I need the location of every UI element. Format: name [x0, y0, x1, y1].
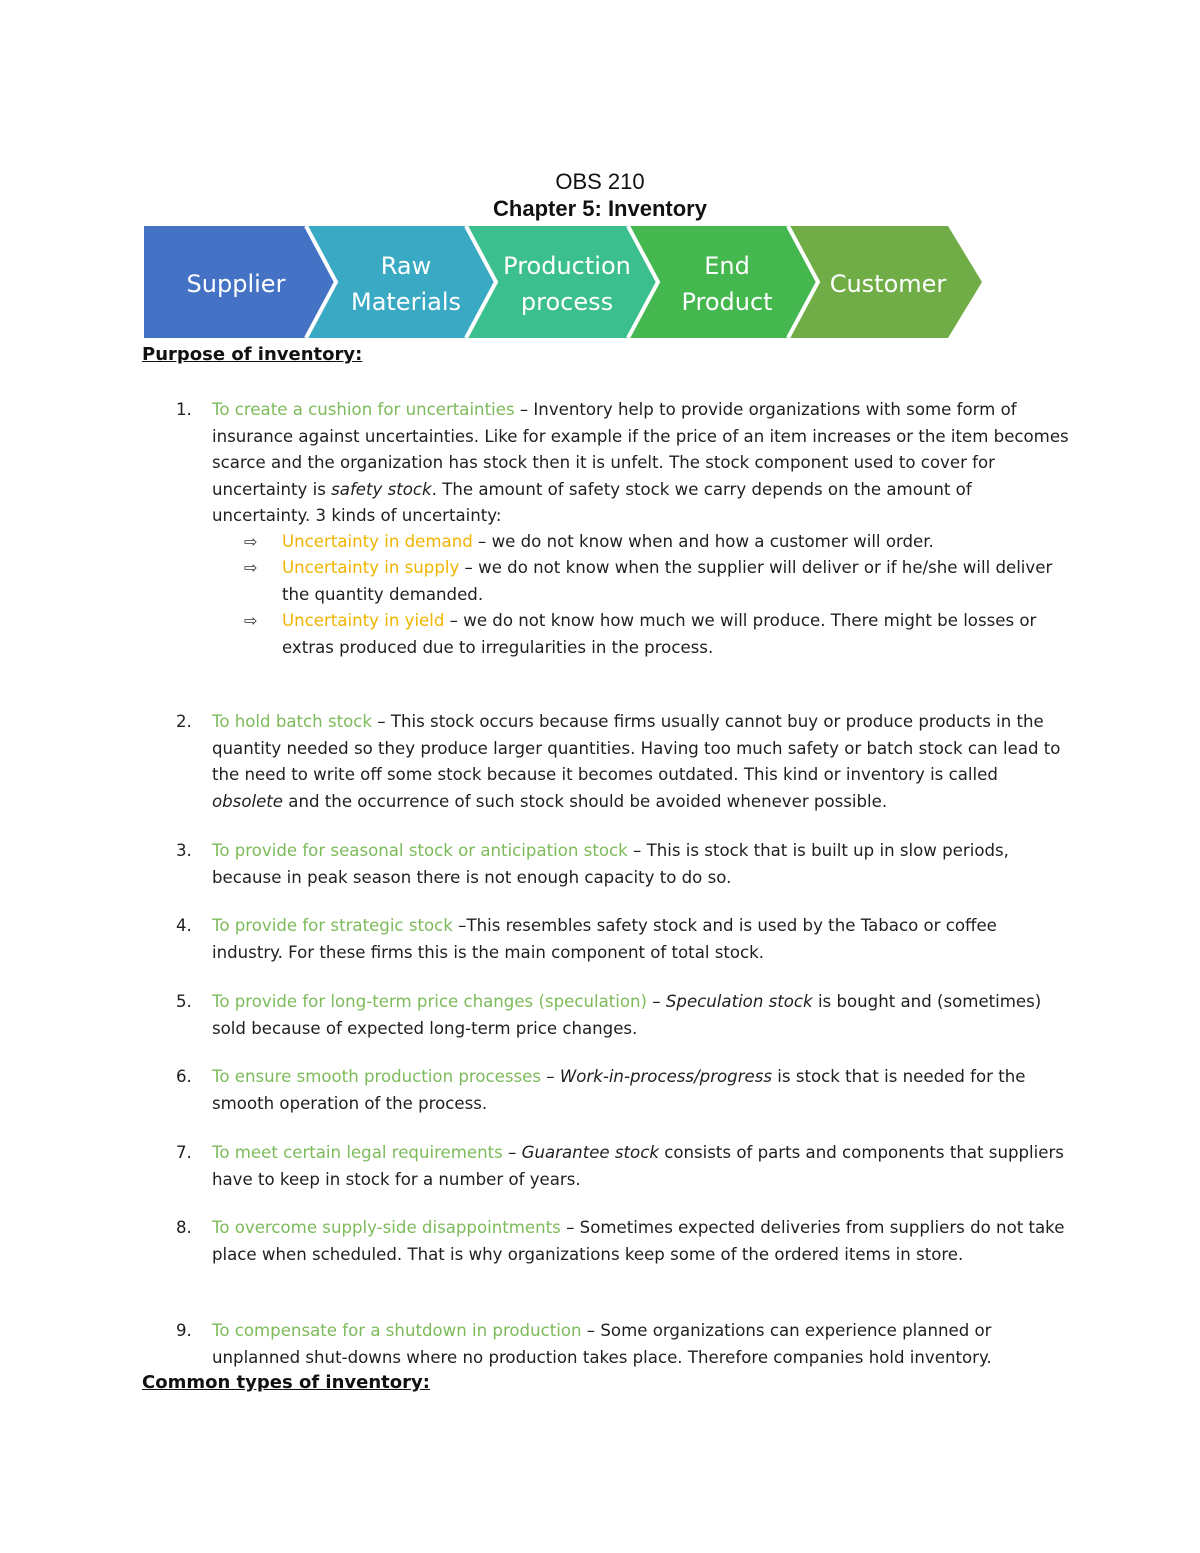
item-title: To create a cushion for uncertainties — [212, 400, 515, 419]
purpose-item — [176, 1318, 1072, 1371]
uncertainty-item — [244, 608, 1072, 661]
item-title: To provide for long-term price changes (speculation) — [212, 992, 648, 1011]
uncertainty-title: Uncertainty in yield — [282, 611, 445, 630]
item-number: 4. — [176, 916, 192, 935]
common-types-heading: Common types of inventory: — [142, 1372, 430, 1393]
course-code: OBS 210 — [555, 169, 645, 194]
uncertainty-title: Uncertainty in supply — [282, 558, 460, 577]
item-text: Sometimes expected deliveries from suppliers do not take place when scheduled. That is why organizations keep some of the ordered items in store. — [212, 1218, 1065, 1264]
purpose-heading: Purpose of inventory: — [142, 344, 363, 365]
purpose-item — [176, 709, 1072, 815]
purpose-item — [176, 1215, 1072, 1268]
item-title: To meet certain legal requirements — [212, 1143, 503, 1162]
flow-label-customer: Customer — [829, 270, 947, 298]
flow-label-materials: Materials — [350, 288, 462, 316]
purpose-item — [176, 989, 1072, 1042]
uncertainty-text: – we do not know how much we will produce. There might be losses or extras produced due to irregularities in the process. — [282, 611, 1037, 657]
flow-label-end: End — [704, 252, 750, 280]
item-number: 8. — [176, 1218, 192, 1237]
purpose-item — [176, 1140, 1072, 1193]
item-text-continued: consists of parts and components that suppliers have to keep in stock for a number of years. — [212, 1143, 1064, 1189]
purpose-item — [176, 838, 1072, 891]
purpose-item — [176, 397, 1072, 530]
item-text: Some organizations can experience planned or unplanned shut-downs where no production takes place. Therefore companies hold inventory. — [212, 1321, 992, 1367]
arrow-right-icon: ⇨ — [244, 558, 258, 577]
flow-label-supplier: Supplier — [186, 270, 286, 298]
item-emphasis: Guarantee stock — [521, 1143, 659, 1162]
item-text-continued: and the occurrence of such stock should be avoided whenever possible. — [283, 791, 888, 811]
item-title: To compensate for a shutdown in production — [212, 1321, 582, 1340]
supply-chain-flow — [144, 226, 989, 342]
purpose-item — [176, 913, 1072, 966]
item-number: 6. — [176, 1067, 192, 1086]
item-title: To provide for strategic stock — [212, 916, 453, 935]
item-text-continued: . The amount of safety stock we carry depends on the amount of uncertainty. 3 kinds of uncertainty: — [212, 479, 972, 525]
item-emphasis: Speculation stock — [665, 992, 813, 1011]
item-number: 2. — [176, 712, 192, 731]
item-separator: – — [452, 916, 467, 935]
item-separator: – — [627, 841, 647, 860]
item-title: To hold batch stock — [212, 712, 372, 731]
chapter-title: Chapter 5: Inventory — [493, 196, 707, 221]
item-text-continued: is bought and (sometimes) sold because of expected long-term price changes. — [212, 992, 1042, 1038]
arrow-right-icon: ⇨ — [244, 532, 258, 551]
item-text-continued: is stock that is needed for the smooth operation of the process. — [212, 1067, 1026, 1113]
item-title: To provide for seasonal stock or anticipation stock — [212, 841, 628, 860]
item-text: This is stock that is built up in slow periods, because in peak season there is not enough capacity to do so. — [212, 841, 1009, 887]
item-separator: – — [560, 1218, 580, 1237]
uncertainty-item — [244, 555, 1072, 608]
item-number: 5. — [176, 992, 192, 1011]
item-number: 7. — [176, 1143, 192, 1162]
item-number: 9. — [176, 1321, 192, 1340]
item-separator: – — [502, 1143, 522, 1162]
uncertainty-text: – we do not know when and how a customer will order. — [472, 532, 934, 551]
item-number: 3. — [176, 841, 192, 860]
item-title: To ensure smooth production processes — [212, 1067, 541, 1086]
flow-label-process: process — [520, 288, 614, 316]
item-title: To overcome supply-side disappointments — [212, 1218, 561, 1237]
flow-label-raw: Raw — [380, 252, 432, 280]
item-text: This resembles safety stock and is used by the Tabaco or coffee industry. For these firms this is the main component of total stock. — [212, 916, 997, 962]
item-separator: – — [372, 712, 391, 731]
uncertainty-item — [244, 529, 1072, 556]
item-number: 1. — [176, 400, 192, 419]
flow-label-product: Product — [681, 288, 773, 316]
item-separator: – — [647, 992, 666, 1011]
uncertainty-text: – we do not know when the supplier will deliver or if he/she will deliver the quantity demanded. — [282, 558, 1053, 604]
flow-label-production: Production — [503, 252, 631, 280]
item-emphasis: obsolete — [212, 791, 284, 811]
item-separator: – — [540, 1067, 560, 1086]
item-text: Inventory help to provide organizations with some form of insurance against uncertainties. Like for example if the price of an item increases or the item becomes scarce and the organization has stock then it is unfelt. The stock component used to cover for uncertainty is — [212, 400, 1069, 499]
item-emphasis: safety stock — [331, 479, 432, 499]
item-separator: – — [581, 1321, 601, 1340]
item-text: This stock occurs because firms usually cannot buy or produce products in the quantity needed so they produce larger quantities. Having too much safety or batch stock can lead to the need to write off some stock because it becomes outdated. This kind or inventory is called — [212, 712, 1061, 784]
uncertainty-title: Uncertainty in demand — [282, 532, 473, 551]
purpose-item — [176, 1064, 1072, 1117]
item-separator: – — [514, 400, 534, 419]
item-emphasis: Work-in-process/progress — [559, 1067, 773, 1086]
arrow-right-icon: ⇨ — [244, 611, 258, 630]
